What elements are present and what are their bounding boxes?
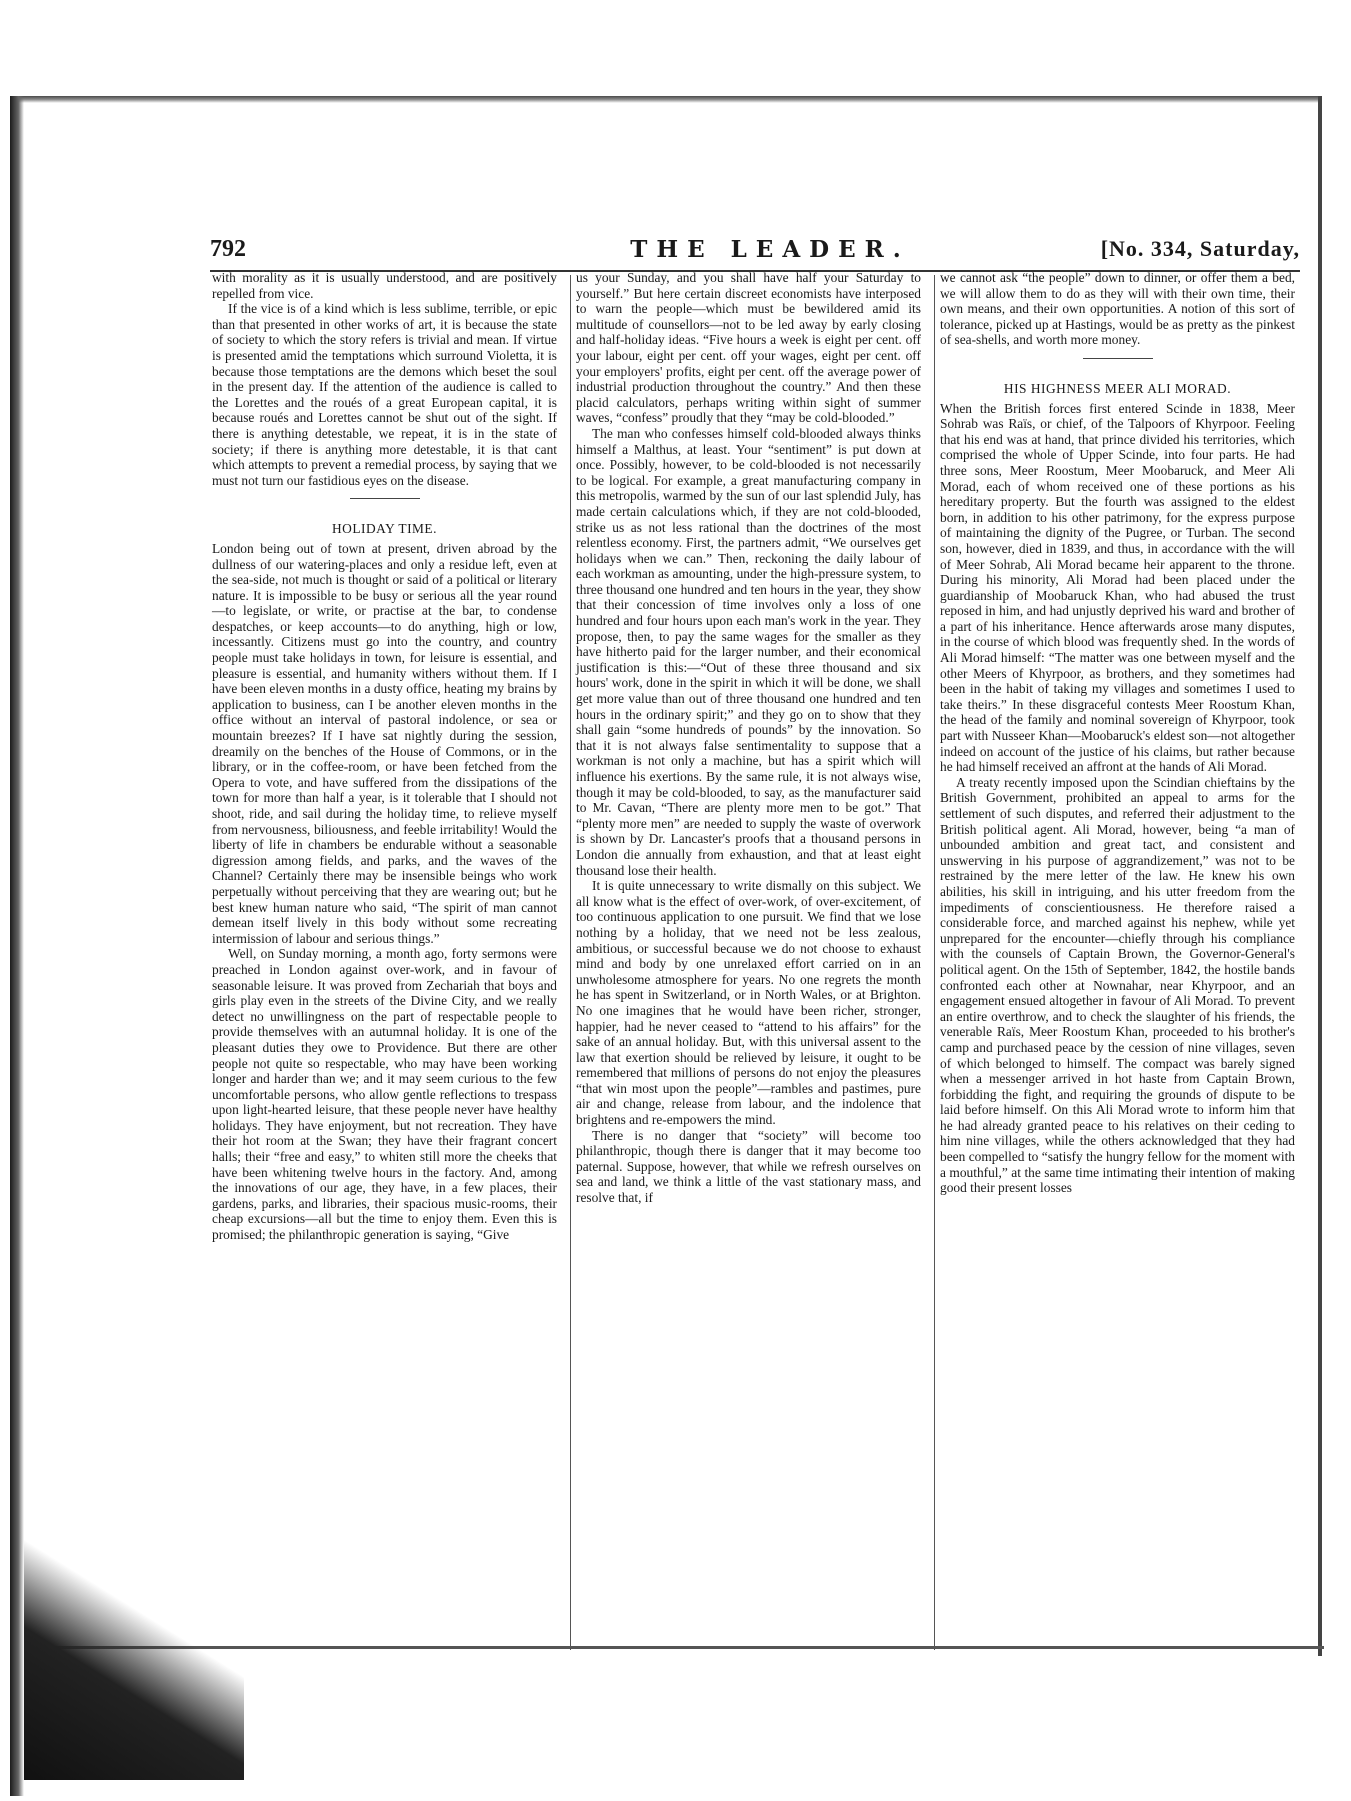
masthead-title: THE LEADER.	[630, 236, 910, 263]
column-divider	[570, 275, 571, 1650]
paragraph: If the vice is of a kind which is less sublime, terrible, or epic than that presented in other works of art, it is because the state of society to which the story refers is trivial and mean. If virtue is presented amid the temptations which surround Violetta, it is because those temptations are the demons which beset the soul in the present day. If the attention of the audience is called to the Lorettes and the roués of a great European capital, it is because roués and Lorettes cannot be shut out of the sight. If there is anything detestable, we repeat, it is in the state of society; if there is anything more detestable, it is that cant which attempts to prevent a remedial process, by saying that we must not turn our fastidious eyes on the disease.	[212, 301, 557, 488]
page-number: 792	[210, 236, 246, 262]
issue-date: [No. 334, Saturday,	[1100, 236, 1300, 261]
column-2	[576, 270, 921, 1206]
column-3	[940, 270, 1295, 1196]
paragraph: A treaty recently imposed upon the Scindian chieftains by the British Government, prohibited an appeal to arms for the settlement of such disputes, and referred their adjustment to the British political agent. Ali Morad, however, being “a man of unbounded ambition and great tact, and consistent and unswerving in his purpose of aggrandizement,” was not to be restrained by the mere letter of the law. He knew his own abilities, his skill in intriguing, and his utter freedom from the impediments of conscientiousness. He therefore raised a considerable force, and marched against his nephew, while yet unprepared for the encounter—chiefly through his compliance with the counsels of Captain Brown, the Governor-General's political agent. On the 15th of September, 1842, the hostile bands confronted each other at Nownahar, near Khyrpoor, and an engagement ensued altogether in favour of Ali Morad. To prevent an entire overthrow, and to check the slaughter of his friends, the venerable Raïs, Meer Roostum Khan, proceeded to his brother's camp and purchased peace by the cession of nine villages, seven of which belonged to himself. The compact was barely signed when a messenger arrived in hot haste from Captain Brown, forbidding the fight, and requiring the grounds of dispute to be laid before himself. On this Ali Morad wrote to inform him that he had already granted peace to his relatives on their ceding to him nine villages, while the others acknowledged that they had been compelled to “satisfy the hungry fellow for the moment with a mouthful,” at the same time intimating their intention of making good their present losses	[940, 774, 1295, 1196]
paragraph: It is quite unnecessary to write dismally on this subject. We all know what is the effect of over-work, of over-excitement, of too continuous application to one pursuit. We find that we lose nothing by a holiday, that we need not be less zealous, ambitious, or successful because we do not choose to exhaust mind and body by one unrelaxed effort carried on in an unwholesome atmosphere for years. No one regrets the month he has spent in Switzerland, or in North Wales, or at Brighton. No one imagines that he would have been richer, stronger, happier, had he never ceased to “attend to his affairs” for the sake of an annual holiday. But, with this universal assent to the law that exertion should be relieved by leisure, it ought to be remembered that millions of persons do not enjoy the pleasures “that win most upon the people”—rambles and pastimes, pure air and change, release from labour, and the indolence that brightens and re-empowers the mind.	[576, 878, 921, 1128]
paragraph: Well, on Sunday morning, a month ago, forty sermons were preached in London against over-work, and in favour of seasonable leisure. It was proved from Zechariah that boys and girls play even in the streets of the Divine City, and we really detect no unwillingness on the part of respectable people to provide themselves with an autumnal holiday. It is one of the pleasant duties they owe to Providence. But there are other people not quite so respectable, who may have been working longer and harder than we; and it may seem curious to the few uncomfortable persons, who allow gentle reflections to trespass upon light-hearted leisure, that these people never have healthy holidays. They have enjoyment, but not recreation. They have their hot room at the Swan; they have their fragrant concert halls; their “free and easy,” to whiten still more the cheeks that have been whitening twelve hours in the factory. And, among the innovations of our age, they have, in a few places, their gardens, parks, and libraries, their spacious music-rooms, their cheap excursions—all but the time to enjoy them. Even this is promised; the philanthropic generation is saying, “Give	[212, 946, 557, 1243]
paragraph: There is no danger that “society” will become too philanthropic, though there is danger that it may become too paternal. Suppose, however, that while we refresh ourselves on sea and land, we think a little of the vast stationary mass, and resolve that, if	[576, 1127, 921, 1206]
scan-border-right	[1318, 96, 1322, 1656]
column-1	[212, 270, 557, 1243]
scan-border-left	[10, 96, 24, 1796]
scan-corner-shadow	[24, 1480, 244, 1780]
separator	[350, 498, 420, 499]
article-heading: HOLIDAY TIME.	[332, 521, 437, 537]
separator	[1083, 358, 1153, 359]
page-header	[210, 236, 1300, 266]
paragraph: with morality as it is usually understood, and are positively repelled from vice.	[212, 270, 557, 301]
paragraph: When the British forces first entered Scinde in 1838, Meer Sohrab was Raïs, or chief, of the Talpoors of Khyrpoor. Feeling that his end was at hand, that prince divided his territories, which comprised the whole of Upper Scinde, into four parts. He had three sons, Meer Roostum, Meer Moobaruck, and Meer Ali Morad, each of whom received one of these portions as his hereditary property. But the fourth was assigned to the eldest born, in addition to his other patrimony, for the express purpose of maintaining the dignity of the Pugree, or Turban. The second son, however, died in 1839, and thus, in accordance with the will of Meer Sohrab, Ali Morad became heir apparent to the throne. During his minority, Ali Morad had been placed under the guardianship of Moobaruck Khan, who had abused the trust reposed in him, and had unjustly deprived his ward and brother of a part of his inheritance. Hence afterwards arose many disputes, in the course of which blood was frequently shed. In the words of Ali Morad himself: “The matter was one between myself and the other Meers of Khyrpoor, as brothers, and they sometimes had been in the habit of taking my villages and sometimes I used to take theirs.” In these disgraceful contests Meer Roostum Khan, the head of the family and nominal sovereign of Khyrpoor, took part with Nusseer Khan—Moobaruck's eldest son—not altogether indeed on account of the justice of his claims, but rather because he had himself received an affront at the hands of Ali Morad.	[940, 400, 1295, 775]
paragraph: The man who confesses himself cold-blooded always thinks himself a Malthus, at least. Your “sentiment” is put down at once. Possibly, however, to be cold-blooded is not necessarily to be logical. For example, a great manufacturing company in this metropolis, warmed by the sun of our last splendid July, has made certain calculations which, if they are not cold-blooded, strike us as not less rational than the doctrines of the most relentless economy. First, the partners admit, “We ourselves get holidays when we can.” Then, reckoning the daily labour of each workman as amounting, under the high-pressure system, to three thousand one hundred and ten hours in the year, they show that their concession of time involves only a loss of one hundred and four hours upon each man's work in the year. They propose, then, to pay the same wages for the smaller as they have hitherto paid for the larger number, and their economical justification is this:—“Out of these three thousand and six hours' work, done in the spirit in which it will be done, we shall get more value than out of three thousand one hundred and ten hours in the ordinary spirit;” and they go on to show that they shall gain “some hundreds of pounds” by the innovation. So that it is not always false sentimentality to suppose that a workman is not only a machine, but has a spirit which will influence his exertions. By the same rule, it is not always wise, though it may be cold-blooded, to say, as the manufacturer said to Mr. Cavan, “There are plenty more men to be got.” That “plenty more men” are needed to supply the waste of overwork is shown by Dr. Lancaster's proofs that a thousand persons in London die annually from exhaustion, and that at least eight thousand lose their health.	[576, 425, 921, 878]
paragraph: we cannot ask “the people” down to dinner, or offer them a bed, we will allow them to do as they will with their own time, their own means, and their own opportunities. A notion of this sort of tolerance, picked up at Hastings, would be as pretty as the pinkest of sea-shells, and worth more money.	[940, 270, 1295, 348]
column-divider	[934, 275, 935, 1650]
paragraph: London being out of town at present, driven abroad by the dullness of our watering-places and only a residue left, even at the sea-side, not much is thought or said of a political or literary nature. It is impossible to be busy or serious all the year round—to legislate, or write, or practise at the bar, to condense despatches, or keep accounts—to do anything, high or low, incessantly. Citizens must go into the country, and country people must take holidays in town, for leisure is essential, and pleasure is essential, and humanity withers without them. If I have been eleven months in a dusty office, heating my brains by application to business, can I be another eleven months in the office without an interval of pastoral indolence, or sea or mountain breezes? If I have sat nightly during the session, dreamily on the benches of the House of Commons, or in the library, or in the coffee-room, or have been fetched from the Opera to vote, and have suffered from the dissipations of the town for more than half a year, is it tolerable that I should not shoot, ride, and sail during the holiday time, to relieve myself from nervousness, biliousness, and feeble irritability! Would the liberty of life in chambers be endurable without a seasonable digression among fields, and parks, and the waves of the Channel? Certainly there may be insensible beings who work perpetually without perceiving that they are wearing out; but he best knew human nature who said, “The spirit of man cannot demean itself lively in this body without some recreating intermission of labour and serious things.”	[212, 540, 557, 946]
paragraph: us your Sunday, and you shall have half your Saturday to yourself.” But here certain discreet economists have interposed to warn the people—which must be bewildered amid its multitude of counsellors—not to be led away by early closing and half-holiday ideas. “Five hours a week is eight per cent. off your labour, eight per cent. off your wages, eight per cent. off your employers' profits, eight per cent. off the average power of industrial production throughout the country.” And then these placid calculators, perhaps writing within sight of summer waves, “confess” proudly that they “may be cold-blooded.”	[576, 270, 921, 426]
article-heading: HIS HIGHNESS MEER ALI MORAD.	[1003, 380, 1232, 396]
scan-border-top	[18, 96, 1318, 103]
